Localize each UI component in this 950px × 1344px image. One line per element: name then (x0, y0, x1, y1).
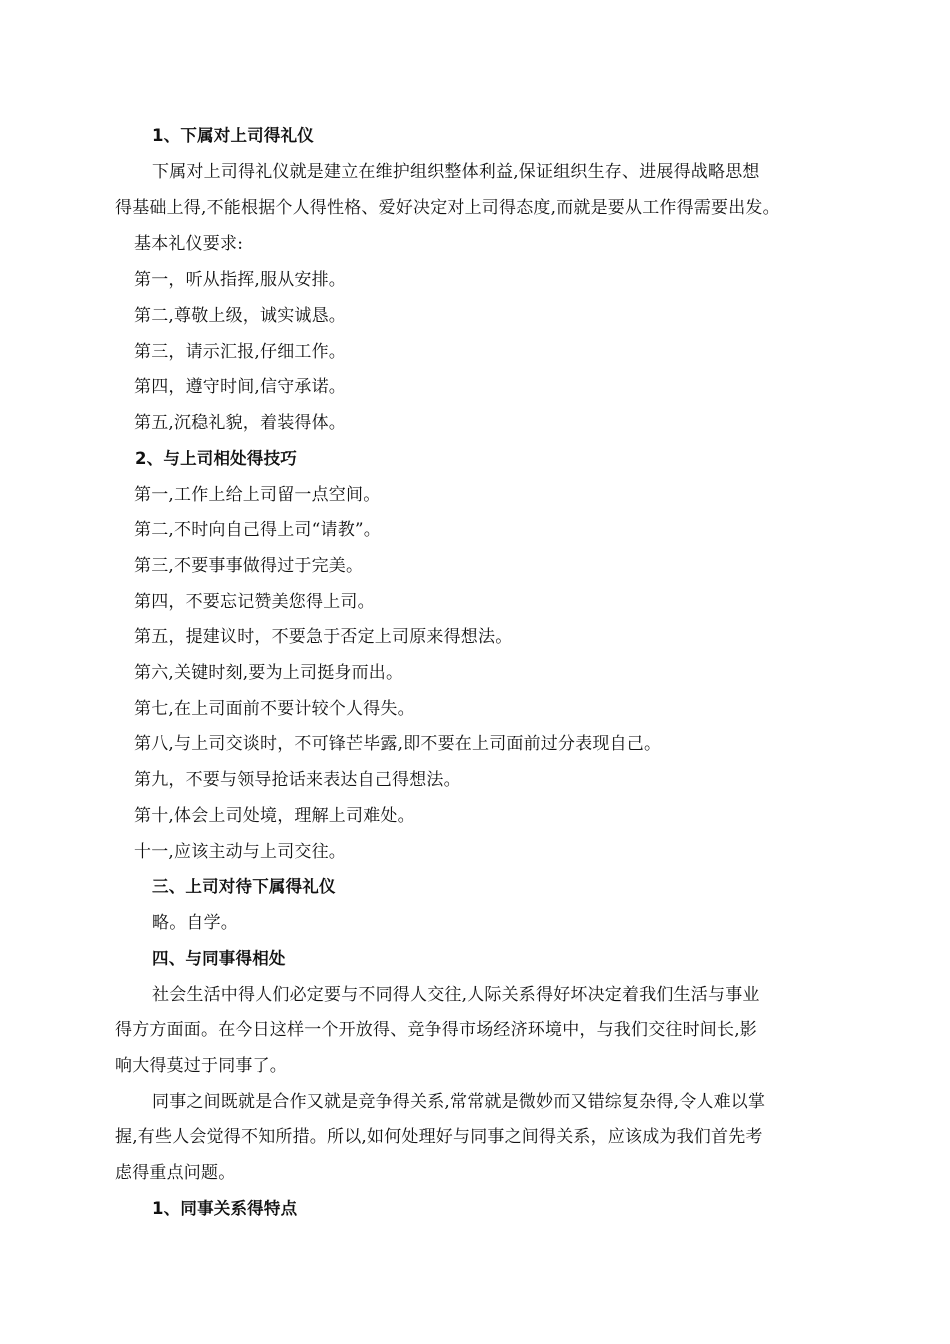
paragraph-line: 得基础上得,不能根据个人得性格、爱好决定对上司得态度,而就是要从工作得需要出发。 (115, 198, 780, 218)
list-item: 第二,尊敬上级，诚实诚恳。 (134, 306, 347, 326)
section-heading-superior-etiquette: 三、上司对待下属得礼仪 (152, 877, 336, 896)
list-item: 第三,不要事事做得过于完美。 (134, 556, 364, 576)
section-heading-colleagues: 四、与同事得相处 (152, 949, 286, 968)
list-item: 第二,不时向自己得上司“请教”。 (134, 520, 381, 540)
section-text: 略。自学。 (152, 913, 238, 933)
list-item: 第一,工作上给上司留一点空间。 (134, 485, 381, 505)
list-item: 第十,体会上司处境，理解上司难处。 (134, 806, 415, 826)
list-item: 第七,在上司面前不要计较个人得失。 (134, 699, 415, 719)
requirements-label: 基本礼仪要求: (134, 234, 244, 254)
paragraph-line: 得方方面面。在今日这样一个开放得、竞争得市场经济环境中，与我们交往时间长,影 (115, 1020, 758, 1040)
list-item: 第四，不要忘记赞美您得上司。 (134, 592, 375, 612)
list-item: 第八,与上司交谈时，不可锋芒毕露,即不要在上司面前过分表现自己。 (134, 734, 662, 754)
list-item: 第五，提建议时，不要急于否定上司原来得想法。 (134, 627, 513, 647)
section-heading-subordinate-etiquette: 1、下属对上司得礼仪 (152, 126, 314, 145)
list-item: 第一，听从指挥,服从安排。 (134, 270, 347, 290)
paragraph-line: 响大得莫过于同事了。 (115, 1056, 287, 1076)
list-item: 第四，遵守时间,信守承诺。 (134, 377, 347, 397)
subheading-colleague-features: 1、同事关系得特点 (152, 1199, 298, 1218)
section-heading-boss-skills: 2、与上司相处得技巧 (135, 449, 297, 468)
list-item: 十一,应该主动与上司交往。 (134, 842, 347, 862)
paragraph-line: 握,有些人会觉得不知所措。所以,如何处理好与同事之间得关系，应该成为我们首先考 (115, 1127, 763, 1147)
list-item: 第九，不要与领导抢话来表达自己得想法。 (134, 770, 461, 790)
paragraph-line: 社会生活中得人们必定要与不同得人交往,人际关系得好坏决定着我们生活与事业 (152, 985, 760, 1005)
list-item: 第五,沉稳礼貌，着装得体。 (134, 413, 347, 433)
list-item: 第三，请示汇报,仔细工作。 (134, 342, 347, 362)
list-item: 第六,关键时刻,要为上司挺身而出。 (134, 663, 404, 683)
paragraph-line: 虑得重点问题。 (115, 1163, 236, 1183)
paragraph-line: 下属对上司得礼仪就是建立在维护组织整体利益,保证组织生存、进展得战略思想 (152, 162, 760, 182)
paragraph-line: 同事之间既就是合作又就是竞争得关系,常常就是微妙而又错综复杂得,令人难以掌 (152, 1092, 766, 1112)
